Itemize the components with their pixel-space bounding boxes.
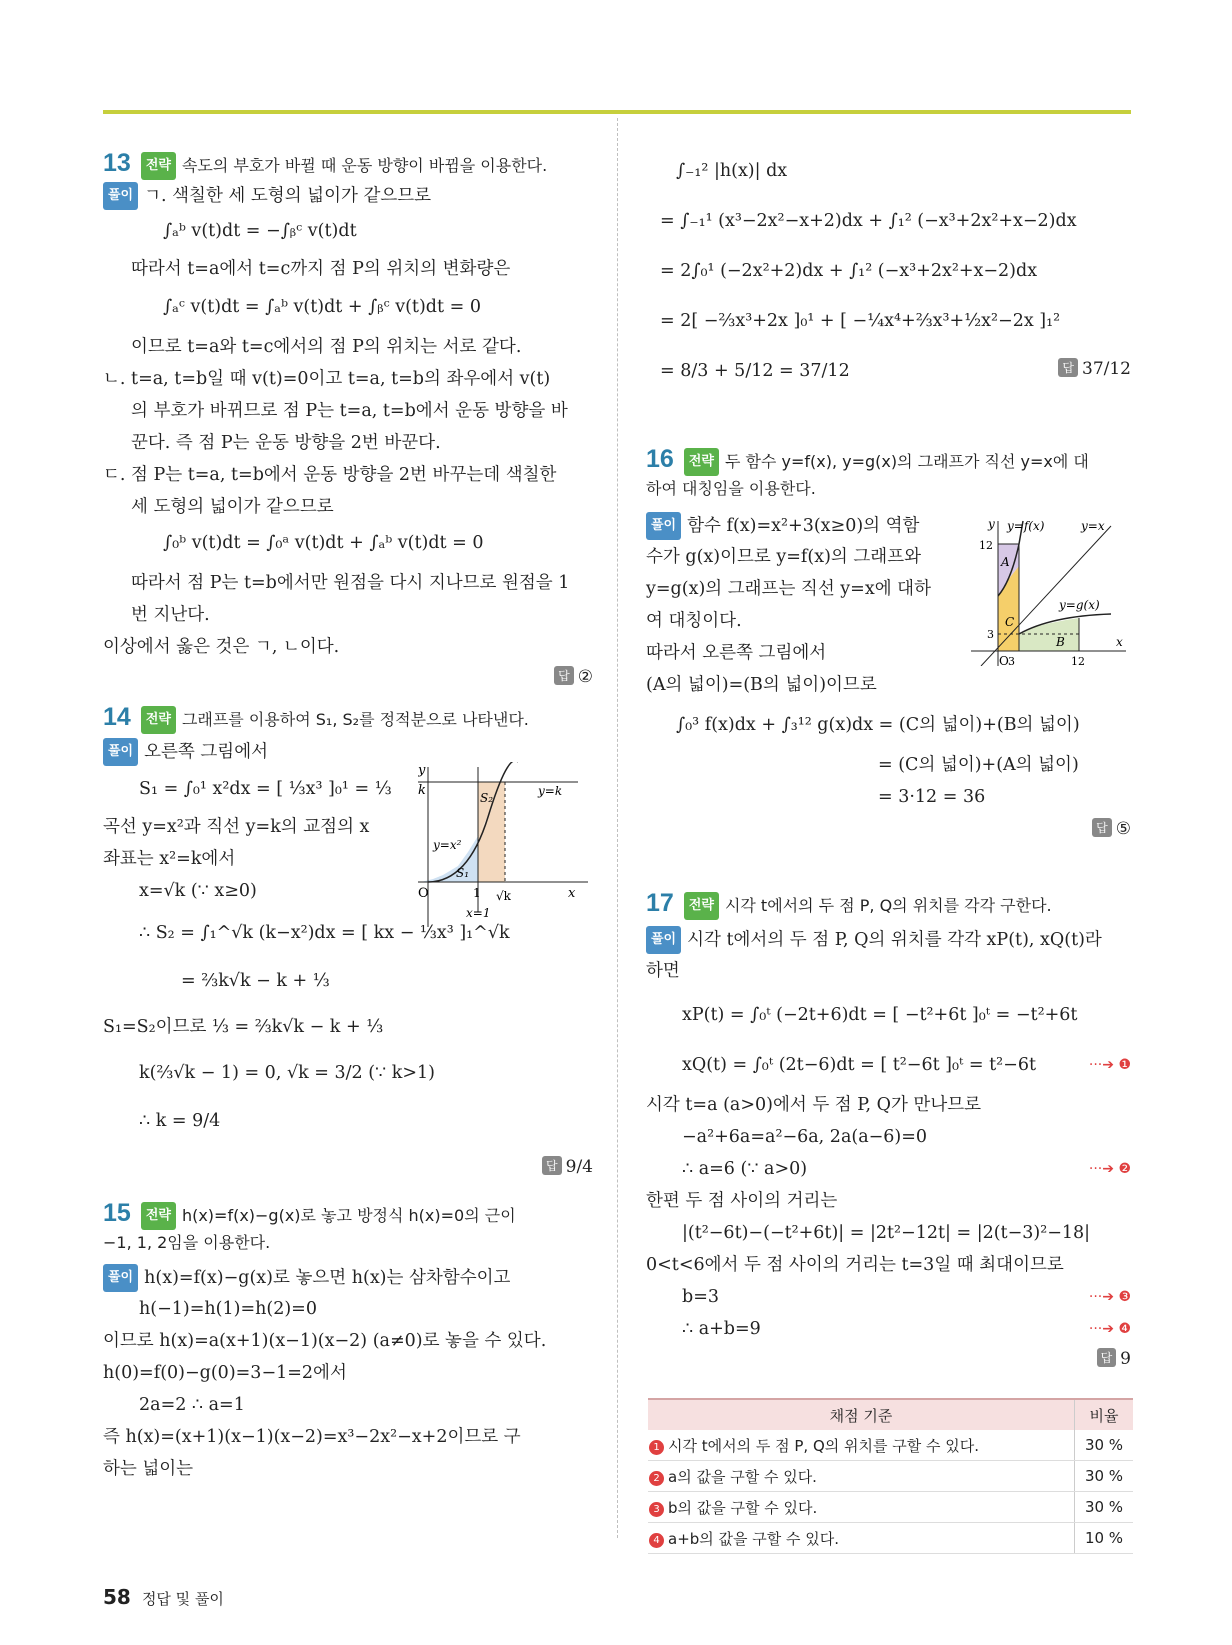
p13-line-6: 의 부호가 바뀌므로 점 P는 t=a, t=b에서 운동 방향을 바 (131, 401, 568, 421)
p17-marker-4: ···➔ ❹ (1088, 1321, 1131, 1337)
p17-answer-value: 9 (1120, 1349, 1131, 1369)
p15-line-4: 2a=2 ∴ a=1 (139, 1395, 245, 1415)
answer-badge: 답 (1058, 358, 1078, 377)
p16-twelve-x: 12 (1071, 655, 1085, 666)
p14-s1-label: S₁ (456, 866, 470, 880)
p14-line-9: ∴ k = 9/4 (139, 1111, 221, 1131)
answer-badge: 답 (554, 666, 574, 685)
p15-answer (1058, 358, 1131, 379)
p16-line-7: = (C의 넓이)+(A의 넓이) (878, 755, 1079, 775)
p16-text: 함수 f(x)=x²+3(x≥0)의 역함 (687, 516, 920, 536)
answer-badge: 답 (1097, 1348, 1117, 1367)
p13-sol-tag: 풀이 (103, 182, 138, 210)
p14-one: 1 (473, 886, 481, 900)
grading-header-ratio: 비율 (1075, 1399, 1134, 1430)
section-title: 정답 및 풀이 (141, 1590, 224, 1608)
grading-row (648, 1430, 1133, 1461)
p17-text: 시각 t에서의 두 점 P, Q의 위치를 각각 xP(t), xQ(t)라 (687, 930, 1102, 950)
grading-ratio: 30 % (1075, 1461, 1134, 1492)
p14-x-label: x (568, 886, 576, 901)
p17-line-0 (646, 926, 1102, 954)
p15-strategy-tag: 전략 (141, 1202, 176, 1230)
p14-k: k (418, 783, 426, 798)
grading-criterion: a의 값을 구할 수 있다. (668, 1467, 817, 1486)
p16-a-label: A (1001, 555, 1010, 569)
grading-row (648, 1492, 1133, 1523)
p14-heading (103, 704, 529, 734)
p16-strategy-l2: 하여 대칭임을 이용한다. (646, 479, 816, 498)
p14-text: 오른쪽 그림에서 (144, 742, 269, 762)
p14-answer (542, 1156, 593, 1177)
p14-line-2: 곡선 y=x²과 직선 y=k의 교점의 x (103, 817, 370, 837)
grading-row (648, 1523, 1133, 1554)
column-divider (617, 118, 618, 1538)
p16-figure (971, 516, 1131, 666)
step-number-badge: 1 (649, 1440, 664, 1455)
p17-answer (1097, 1348, 1131, 1369)
answer-badge: 답 (1092, 818, 1112, 837)
p13-answer-value: ② (577, 667, 593, 687)
p15-cont-3: = 2[ −⅔x³+2x ]₀¹ + [ −¼x⁴+⅔x³+½x²−2x ]₁² (660, 311, 1061, 331)
p14-strategy-tag: 전략 (141, 706, 176, 734)
p14-line-1: S₁ = ∫₀¹ x²dx = [ ⅓x³ ]₀¹ = ⅓ (139, 779, 392, 799)
p16-f-label: y=f(x) (1007, 519, 1045, 533)
p14-line-4: x=√k (∵ x≥0) (139, 881, 257, 901)
grading-table (648, 1398, 1133, 1554)
p13-line-4: 이므로 t=a와 t=c에서의 점 P의 위치는 서로 같다. (131, 337, 522, 357)
p17-marker-1: ···➔ ❶ (1088, 1057, 1131, 1073)
p16-sol-tag: 풀이 (646, 512, 681, 540)
p14-curve-label: y=x² (433, 838, 462, 852)
p16-b-label: B (1056, 635, 1065, 649)
p13-line-11: 따라서 점 P는 t=b에서만 원점을 다시 지나므로 원점을 1 (131, 573, 570, 593)
p15-cont-1: = ∫₋₁¹ (x³−2x²−x+2)dx + ∫₁² (−x³+2x²+x−2)dx (660, 211, 1077, 231)
p17-line-8: |(t²−6t)−(−t²+6t)| = |2t²−12t| = |2(t−3)²−18| (682, 1223, 1091, 1243)
p15-line-0 (103, 1264, 510, 1292)
grading-criterion: a+b의 값을 구할 수 있다. (668, 1529, 840, 1548)
p17-strategy-tag: 전략 (684, 892, 719, 920)
p15-line-6: 하는 넓이는 (103, 1459, 194, 1479)
p14-strategy: 그래프를 이용하여 S₁, S₂를 정적분으로 나타낸다. (181, 710, 529, 729)
grading-ratio: 30 % (1075, 1430, 1134, 1461)
grading-criterion: b의 값을 구할 수 있다. (668, 1498, 818, 1517)
p13-line-1: ∫ₐᵇ v(t)dt = −∫ᵦᶜ v(t)dt (163, 221, 357, 241)
p14-origin: O (418, 886, 429, 901)
p16-line-6: ∫₀³ f(x)dx + ∫₃¹² g(x)dx = (C의 넓이)+(B의 넓이) (676, 715, 1080, 735)
p13-line-9: 세 도형의 넓이가 같으므로 (131, 497, 334, 517)
p17-line-1: 하면 (646, 961, 680, 981)
grading-criterion: 시각 t에서의 두 점 P, Q의 위치를 구할 수 있다. (668, 1436, 980, 1455)
p16-x-label: x (1116, 635, 1123, 649)
p14-number: 14 (103, 703, 131, 731)
p14-answer-value: 9/4 (565, 1157, 593, 1177)
p14-s2-label: S₂ (480, 791, 494, 805)
p15-number: 15 (103, 1199, 131, 1227)
p14-figure (418, 762, 598, 932)
p15-answer-value: 37/12 (1082, 359, 1131, 379)
p13-number: 13 (103, 149, 131, 177)
p16-c-label: C (1005, 615, 1015, 629)
p16-line-2: y=g(x)의 그래프는 직선 y=x에 대하 (646, 579, 931, 599)
p13-line-2: 따라서 t=a에서 t=c까지 점 P의 위치의 변화량은 (131, 259, 511, 279)
p15-cont-4: = 8/3 + 5/12 = 37/12 (660, 361, 850, 381)
p16-three-y: 3 (987, 628, 994, 641)
p17-line-11: ∴ a+b=9 (682, 1319, 761, 1339)
p16-y-label: y (988, 517, 995, 531)
p17-line-4: 시각 t=a (a>0)에서 두 점 P, Q가 만나므로 (646, 1095, 982, 1115)
p13-line-7: 꾼다. 즉 점 P는 운동 방향을 2번 바꾼다. (131, 433, 441, 453)
grading-ratio: 10 % (1075, 1523, 1134, 1554)
step-number-badge: 3 (649, 1502, 664, 1517)
p16-number: 16 (646, 445, 674, 473)
p16-heading (646, 446, 1089, 476)
p17-line-2: xP(t) = ∫₀ᵗ (−2t+6)dt = [ −t²+6t ]₀ᵗ = −t²+6t (682, 1005, 1078, 1025)
p15-cont-2: = 2∫₀¹ (−2x²+2)dx + ∫₁² (−x³+2x²+x−2)dx (660, 261, 1038, 281)
p17-heading (646, 890, 1052, 920)
p15-strategy-l1: h(x)=f(x)−g(x)로 놓고 방정식 h(x)=0의 근이 (181, 1206, 516, 1225)
p16-three-x: 3 (1008, 655, 1015, 666)
top-rule (103, 110, 1131, 114)
p17-line-7: 한편 두 점 사이의 거리는 (646, 1191, 838, 1211)
p13-answer (554, 666, 593, 687)
p15-line-1: h(−1)=h(1)=h(2)=0 (139, 1299, 317, 1319)
p15-strategy-l2: −1, 1, 2임을 이용한다. (103, 1233, 271, 1252)
p16-origin: O (999, 654, 1009, 666)
p15-line-5: 즉 h(x)=(x+1)(x−1)(x−2)=x³−2x²−x+2이므로 구 (103, 1427, 521, 1447)
p14-line-3: 좌표는 x²=k에서 (103, 849, 236, 869)
p17-line-10: b=3 (682, 1287, 719, 1307)
p13-heading (103, 150, 547, 180)
p16-line-0 (646, 512, 919, 540)
p16-strategy-l1: 두 함수 y=f(x), y=g(x)의 그래프가 직선 y=x에 대 (724, 452, 1089, 471)
p17-marker-3: ···➔ ❸ (1088, 1289, 1131, 1305)
p15-heading (103, 1200, 516, 1230)
p17-line-9: 0<t<6에서 두 점 사이의 거리는 t=3일 때 최대이므로 (646, 1255, 1064, 1275)
p16-line-1: 수가 g(x)이므로 y=f(x)의 그래프와 (646, 547, 922, 567)
p13-strategy: 속도의 부호가 바뀔 때 운동 방향이 바뀜을 이용한다. (181, 156, 548, 175)
page-footer (103, 1585, 224, 1609)
grading-header (648, 1399, 1133, 1430)
grading-header-criteria: 채점 기준 (648, 1399, 1075, 1430)
p13-line-5: ㄴ. t=a, t=b일 때 v(t)=0이고 t=a, t=b의 좌우에서 v(t) (103, 369, 551, 389)
p14-line-5: ∴ S₂ = ∫₁^√k (k−x²)dx = [ kx − ⅓x³ ]₁^√k (139, 923, 510, 943)
p13-line-8: ㄷ. 점 P는 t=a, t=b에서 운동 방향을 2번 바꾸는데 색칠한 (103, 465, 557, 485)
p15-cont-0: ∫₋₁² |h(x)| dx (676, 161, 788, 181)
p16-g-label: y=g(x) (1059, 598, 1100, 612)
p17-strategy: 시각 t에서의 두 점 P, Q의 위치를 각각 구한다. (724, 896, 1052, 915)
p13-line-3: ∫ₐᶜ v(t)dt = ∫ₐᵇ v(t)dt + ∫ᵦᶜ v(t)dt = 0 (163, 297, 481, 317)
p15-line-2: 이므로 h(x)=a(x+1)(x−1)(x−2) (a≠0)로 놓을 수 있다. (103, 1331, 547, 1351)
p14-line-label: y=k (538, 784, 563, 798)
p13-line-13: 이상에서 옳은 것은 ㄱ, ㄴ이다. (103, 637, 340, 657)
page-number: 58 (103, 1585, 131, 1609)
p14-line-8: k(⅔√k − 1) = 0, √k = 3/2 (∵ k>1) (139, 1063, 435, 1083)
p15-sol-tag: 풀이 (103, 1264, 138, 1292)
p17-line-3: xQ(t) = ∫₀ᵗ (2t−6)dt = [ t²−6t ]₀ᵗ = t²−6t (682, 1055, 1036, 1075)
p14-vline-label: x=1 (466, 906, 491, 920)
p17-line-5: −a²+6a=a²−6a, 2a(a−6)=0 (682, 1127, 928, 1147)
p16-strategy-tag: 전략 (684, 448, 719, 476)
p13-line-12: 번 지난다. (131, 605, 210, 625)
grading-ratio: 30 % (1075, 1492, 1134, 1523)
p14-sqrtk: √k (496, 889, 511, 903)
p13-strategy-tag: 전략 (141, 152, 176, 180)
step-number-badge: 2 (649, 1471, 664, 1486)
p13-line-0 (103, 182, 431, 210)
p16-yx-label: y=x (1081, 519, 1105, 533)
p17-sol-tag: 풀이 (646, 926, 681, 954)
p16-answer-value: ⑤ (1115, 819, 1131, 839)
p16-line-8: = 3·12 = 36 (878, 787, 986, 807)
p14-line-7: S₁=S₂이므로 ⅓ = ⅔k√k − k + ⅓ (103, 1017, 384, 1037)
p14-sol-tag: 풀이 (103, 738, 138, 766)
p16-line-3: 여 대칭이다. (646, 611, 742, 631)
p13-line-10: ∫₀ᵇ v(t)dt = ∫₀ᵃ v(t)dt + ∫ₐᵇ v(t)dt = 0 (163, 533, 484, 553)
step-number-badge: 4 (649, 1533, 664, 1548)
answer-badge: 답 (542, 1156, 562, 1175)
grading-row (648, 1461, 1133, 1492)
p14-line-6: = ⅔k√k − k + ⅓ (181, 971, 330, 991)
p16-twelve-y: 12 (979, 539, 993, 552)
p16-line-5: (A의 넓이)=(B의 넓이)이므로 (646, 675, 877, 695)
p16-answer (1092, 818, 1131, 839)
p15-line-3: h(0)=f(0)−g(0)=3−1=2에서 (103, 1363, 347, 1383)
p13-text: ㄱ. 색칠한 세 도형의 넓이가 같으므로 (144, 186, 432, 206)
p17-line-6: ∴ a=6 (∵ a>0) (682, 1159, 808, 1179)
p16-line-4: 따라서 오른쪽 그림에서 (646, 643, 827, 663)
p14-line-0 (103, 738, 268, 766)
p15-text: h(x)=f(x)−g(x)로 놓으면 h(x)는 삼차함수이고 (144, 1268, 511, 1288)
p17-marker-2: ···➔ ❷ (1088, 1161, 1131, 1177)
p14-y-label: y (418, 763, 426, 778)
p17-number: 17 (646, 889, 674, 917)
